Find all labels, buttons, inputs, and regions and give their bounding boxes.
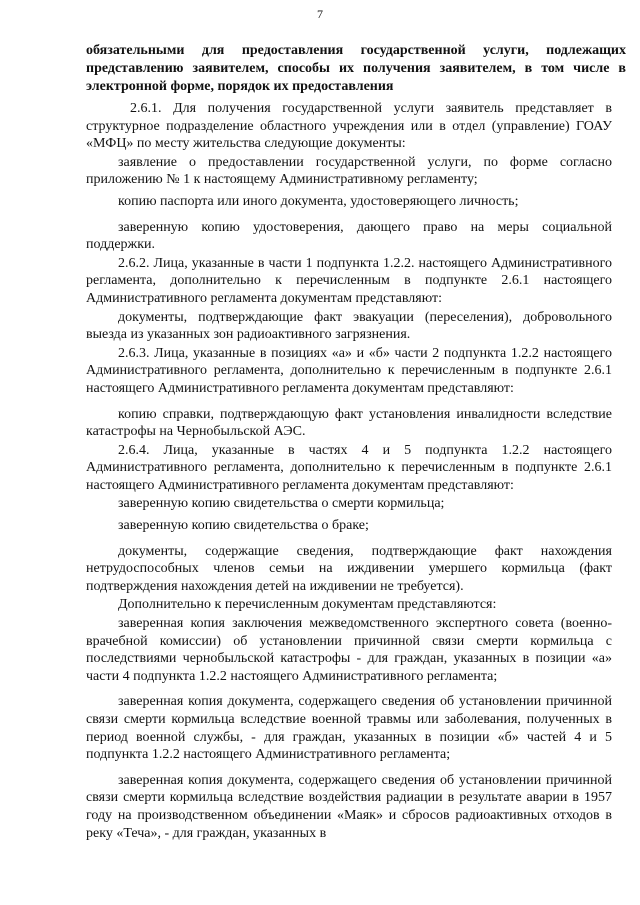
paragraph-2-6-4: 2.6.4. Лица, указанные в частях 4 и 5 подпункта 1.2.2 настоящего Административного регламента, дополнительно к перечисленным в подпункте 2.6.1 настоящего Административного регламента документам представляют: <box>86 442 612 493</box>
list-item-certificate: заверенную копию удостоверения, дающего право на меры социальной поддержки. <box>86 219 612 253</box>
paragraph-2-6-1: 2.6.1. Для получения государственной услуги заявитель представляет в структурное подразделение областного учреждения или в отдел (управление) ГОАУ «МФЦ» по месту жительства следующие документы: <box>86 101 612 152</box>
paragraph-2-6-3: 2.6.3. Лица, указанные в позициях «а» и «б» части 2 подпункта 1.2.2 настоящего Административного регламента, дополнительно к перечисленным в подпункте 2.6.1 настоящего Административного регламента документам представляют: <box>86 345 612 396</box>
paragraph-2-6-2: 2.6.2. Лица, указанные в части 1 подпункта 1.2.2. настоящего Административного регламента, дополнительно к перечисленным в подпункте 2.6.1 настоящего Административного регламента документам представляют: <box>86 255 612 306</box>
list-item-death-certificate: заверенную копию свидетельства о смерти кормильца; <box>118 496 445 512</box>
list-item-marriage-certificate: заверенную копию свидетельства о браке; <box>118 518 369 534</box>
list-item-mayak-radiation-doc: заверенная копия документа, содержащего сведения об установлении причинной связи смерти кормильца вследствие воздействия радиации в результате аварии в 1957 году на производственном объединении «Маяк» и сбросов радиоактивных отходов в реку «Теча», - для граждан, указанных в <box>86 772 612 841</box>
page-number: 7 <box>317 7 323 21</box>
list-item-dependency-docs: документы, содержащие сведения, подтверждающие факт нахождения нетрудоспособных членов семьи на иждивении умершего кормильца (факт подтверждения нахождения детей на иждивении не требуется). <box>86 543 612 594</box>
document-body <box>86 100 612 842</box>
section-heading: обязательными для предоставления государственной услуги, подлежащих представлению заявителем, способы их получения заявителем, в том числе в электронной форме, порядок их предоставления <box>86 43 626 94</box>
list-item-application: заявление о предоставлении государственной услуги, по форме согласно приложению № 1 к настоящему Административному регламенту; <box>86 154 612 188</box>
list-item-passport: копию паспорта или иного документа, удостоверяющего личность; <box>118 193 519 209</box>
list-item-military-trauma-doc: заверенная копия документа, содержащего сведения об установлении причинной связи смерти кормильца вследствие военной травмы или заболевания, полученных в период военной службы, - для граждан, указанных в позиции «б» частей 4 и 5 подпункта 1.2.2 настоящего Административного регламента; <box>86 694 612 763</box>
paragraph-additional-docs: Дополнительно к перечисленным документам представляются: <box>118 597 497 613</box>
list-item-evacuation-docs: документы, подтверждающие факт эвакуации (переселения), добровольного выезда из указанных зон радиоактивного загрязнения. <box>86 309 612 343</box>
list-item-disability-certificate: копию справки, подтверждающую факт установления инвалидности вследствие катастрофы на Чернобыльской АЭС. <box>86 406 612 440</box>
list-item-expert-council-conclusion: заверенная копия заключения межведомственного экспертного совета (военно-врачебной комиссии) об установлении причинной связи смерти кормильца с последствиями чернобыльской катастрофы - для граждан, указанных в позиции «а» части 4 подпункта 1.2.2 настоящего Административного регламента; <box>86 616 612 684</box>
